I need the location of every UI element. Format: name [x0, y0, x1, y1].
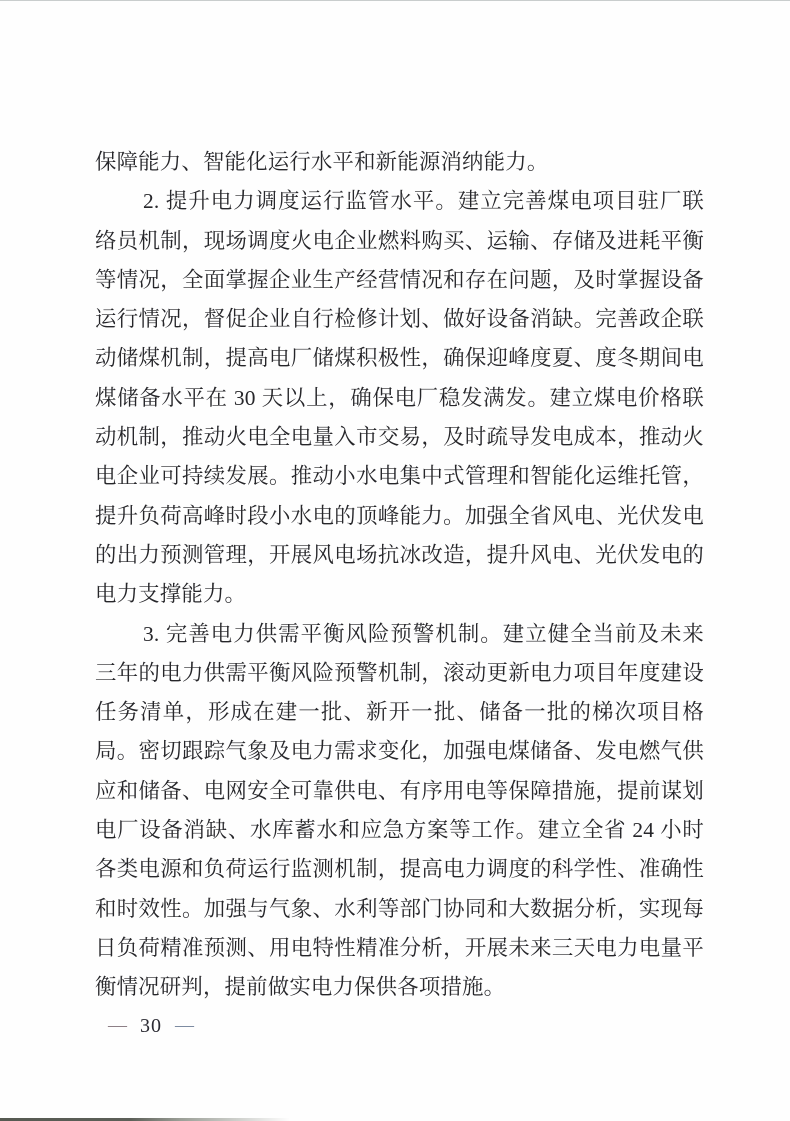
paragraph-continuation: 保障能力、智能化运行水平和新能源消纳能力。	[95, 150, 549, 174]
page-number-footer	[108, 1009, 194, 1043]
paragraph-item-3: 3. 完善电力供需平衡风险预警机制。建立健全当前及未来三年的电力供需平衡风险预警机制，滚动更新电力项目年度建设任务清单，形成在建一批、新开一批、储备一批的梯次项目格局。密切跟踪气象及电力需求变化，加强电煤储备、发电燃气供应和储备、电网安全可靠供电、有序用电等保障措施，提前谋划电厂设备消缺、水库蓄水和应急方案等工作。建立全省 24 小时各类电源和负荷运行监测机制，提高电力调度的科学性、准确性和时效性。加强与气象、水利等部门协同和大数据分析，实现每日负荷精准预测、用电特性精准分析，开展未来三天电力电量平衡情况研判，提前做实电力保供各项措施。	[95, 621, 704, 1000]
body-text	[95, 143, 704, 1008]
page-number-dash-right: —	[175, 1017, 194, 1034]
page-number-value: 30	[140, 1014, 162, 1037]
paragraph-item-2: 2. 提升电力调度运行监管水平。建立完善煤电项目驻厂联络员机制，现场调度火电企业燃料购买、运输、存储及进耗平衡等情况，全面掌握企业生产经营情况和存在问题，及时掌握设备运行情况，督促企业自行检修计划、做好设备消缺。完善政企联动储煤机制，提高电厂储煤积极性，确保迎峰度夏、度冬期间电煤储备水平在 30 天以上，确保电厂稳发满发。建立煤电价格联动机制，推动火电全电量入市交易，及时疏导发电成本，推动火电企业可持续发展。推动小水电集中式管理和智能化运维托管，提升负荷高峰时段小水电的顶峰能力。加强全省风电、光伏发电的出力预测管理，开展风电场抗冰改造，提升风电、光伏发电的电力支撑能力。	[95, 189, 704, 607]
page-number-dash-left: —	[108, 1017, 127, 1034]
